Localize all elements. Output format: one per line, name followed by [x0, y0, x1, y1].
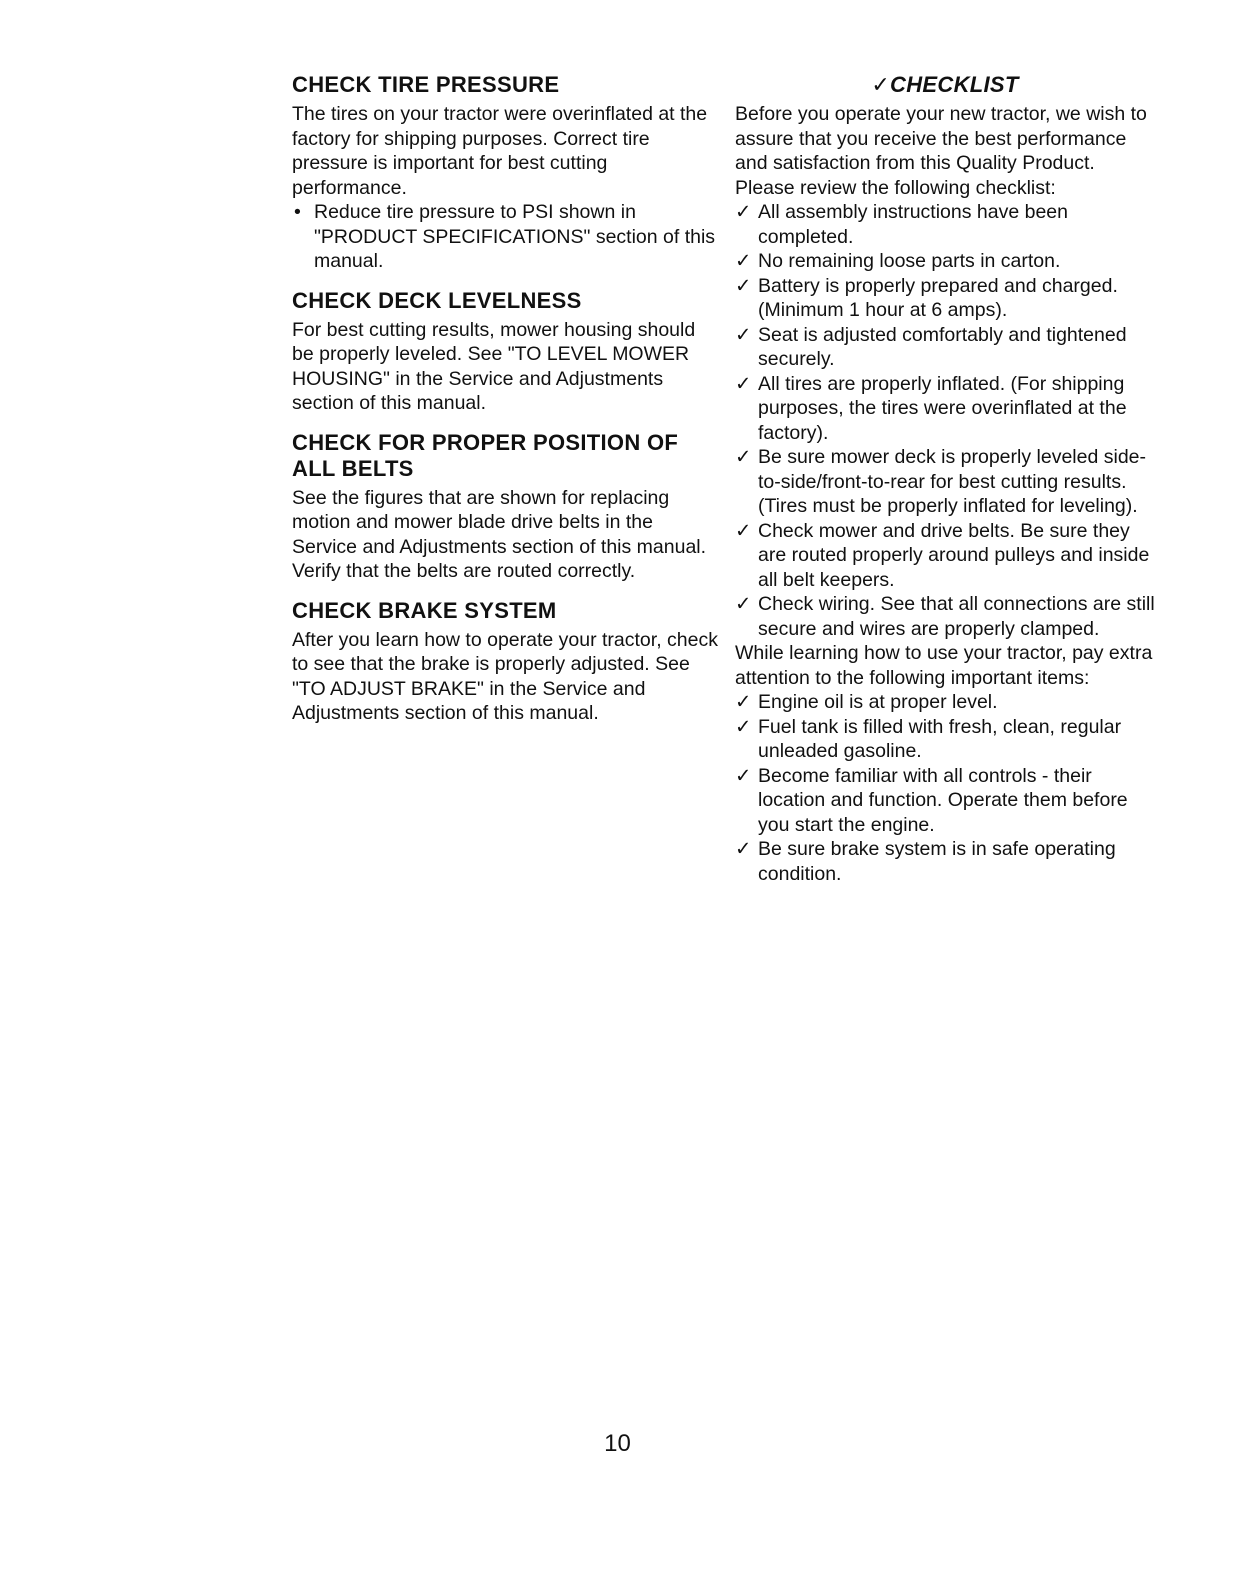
- checklist-item: [735, 200, 1155, 249]
- section-belts: [292, 430, 722, 584]
- section-text: The tires on your tractor were overinflated at the factory for shipping purposes. Correct tire pressure is important for best cutting performance.: [292, 103, 708, 199]
- checkmark-icon: ✓: [735, 838, 752, 860]
- checklist-item-text: Be sure brake system is in safe operating condition.: [758, 838, 1116, 885]
- checklist-item-text: Become familiar with all controls - their location and function. Operate them before you start the engine.: [758, 764, 1128, 836]
- checklist-item-text: All assembly instructions have been completed.: [758, 201, 1068, 248]
- checkmark-icon: ✓: [735, 446, 752, 468]
- section-heading: CHECK DECK LEVELNESS: [292, 287, 582, 313]
- page-number: 10: [604, 1430, 631, 1457]
- checklist-while-learning: [735, 690, 1155, 886]
- bullet-dot-icon: •: [294, 201, 301, 223]
- checkmark-icon: ✓: [735, 764, 752, 787]
- checklist-item: [735, 249, 1155, 274]
- checklist-item: [735, 690, 1155, 715]
- checklist-item: [735, 837, 1155, 886]
- checklist-title: ✓CHECKLIST: [871, 72, 1019, 97]
- section-text: For best cutting results, mower housing should be properly leveled. See "TO LEVEL MOWER HOUSING" in the Service and Adjustments section of this manual.: [292, 318, 696, 414]
- checkmark-icon: ✓: [735, 274, 752, 297]
- checklist-item-text: Check wiring. See that all connections are still secure and wires are properly clamped.: [758, 593, 1155, 640]
- checklist-item: [735, 323, 1155, 372]
- checklist-intro: Before you operate your new tractor, we wish to assure that you receive the best performance and satisfaction from this Quality Product.: [735, 103, 1147, 174]
- checkmark-icon: ✓: [735, 323, 752, 346]
- checkmark-icon: ✓: [735, 519, 752, 542]
- checklist-item-text: Check mower and drive belts. Be sure they are routed properly around pulleys and inside all belt keepers.: [758, 519, 1150, 591]
- checklist-middle-text: While learning how to use your tractor, pay extra attention to the following important items:: [735, 642, 1153, 689]
- checklist-item: [735, 445, 1155, 519]
- checklist-review-prompt: Please review the following checklist:: [735, 176, 1056, 199]
- section-deck-levelness: [292, 288, 722, 416]
- checklist-item-text: No remaining loose parts in carton.: [758, 250, 1061, 272]
- bullet-item: [292, 200, 722, 274]
- checkmark-icon: ✓: [735, 250, 752, 272]
- section-heading: CHECK FOR PROPER POSITION OF ALL BELTS: [292, 429, 679, 481]
- checklist-item: [735, 372, 1155, 446]
- section-tire-pressure: [292, 72, 722, 274]
- section-brake-system: [292, 598, 722, 726]
- section-text: See the figures that are shown for replacing motion and mower blade drive belts in the Service and Adjustments section of this manual. Verify that the belts are routed correctly.: [292, 486, 707, 582]
- section-heading: CHECK TIRE PRESSURE: [292, 72, 560, 97]
- checklist-item: [735, 715, 1155, 764]
- bullet-text: Reduce tire pressure to PSI shown in "PRODUCT SPECIFICATIONS" section of this manual.: [314, 201, 716, 272]
- checklist-pre-operation: [735, 200, 1155, 641]
- checklist-item: [735, 592, 1155, 641]
- checklist-item-text: Engine oil is at proper level.: [758, 691, 998, 713]
- checklist-item-text: Battery is properly prepared and charged. (Minimum 1 hour at 6 amps).: [758, 274, 1118, 321]
- checkmark-icon: ✓: [735, 593, 752, 615]
- checkmark-icon: ✓: [735, 715, 752, 738]
- section-text: After you learn how to operate your tractor, check to see that the brake is properly adjusted. See "TO ADJUST BRAKE" in the Service and Adjustments section of this manual.: [292, 628, 718, 724]
- checklist-item: [735, 764, 1155, 838]
- checklist-item-text: All tires are properly inflated. (For shipping purposes, the tires were overinflated at the factory).: [758, 372, 1127, 444]
- checkmark-icon: ✓: [735, 691, 752, 713]
- right-column: [735, 72, 1155, 886]
- checkmark-icon: ✓: [735, 201, 752, 223]
- checkmark-icon: ✓: [735, 372, 752, 395]
- checklist-item-text: Seat is adjusted comfortably and tightened securely.: [758, 323, 1127, 370]
- section-heading: CHECK BRAKE SYSTEM: [292, 597, 557, 623]
- left-column: [292, 72, 722, 740]
- checklist-item: [735, 274, 1155, 323]
- checklist-item: [735, 519, 1155, 593]
- checklist-item-text: Be sure mower deck is properly leveled side-to-side/front-to-rear for best cutting results. (Tires must be properly inflated for leveling).: [758, 446, 1147, 517]
- checklist-item-text: Fuel tank is filled with fresh, clean, regular unleaded gasoline.: [758, 715, 1122, 762]
